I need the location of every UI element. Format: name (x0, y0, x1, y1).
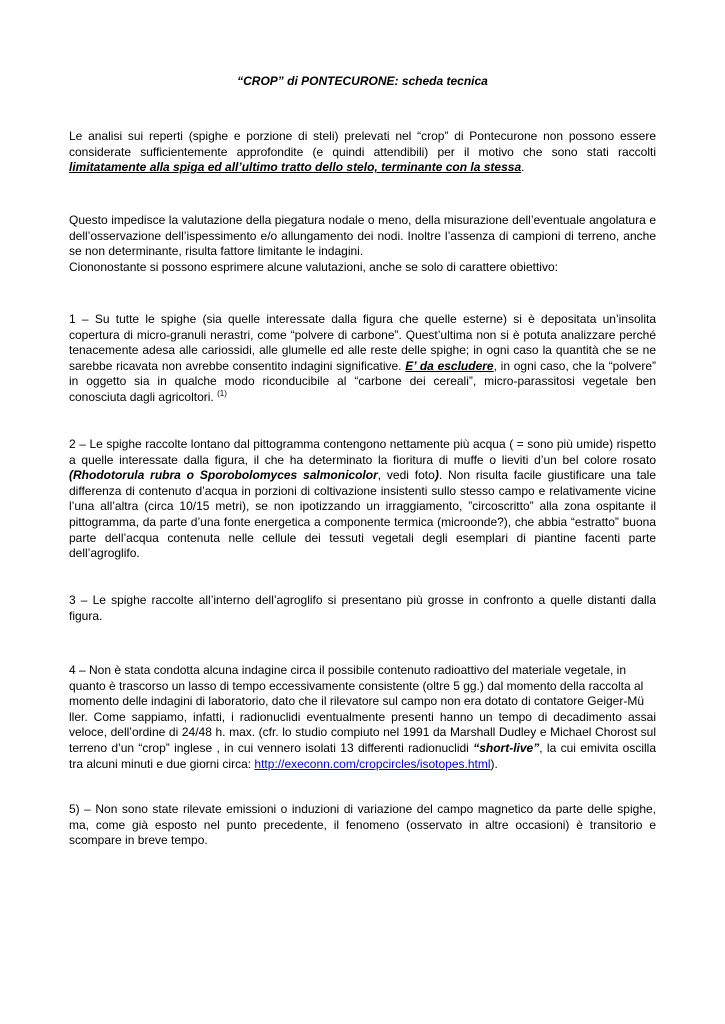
intro-emphasis: limitatamente alla spiga ed all’ultimo tratto dello stelo, terminante con la stessa (69, 160, 522, 175)
point-5-text: 5) – Non sono state rilevate emissioni o induzioni di variazione del campo magnetico da parte delle spighe, ma, come già esposto nel punto precedente, il fenomeno (osservato in altre occasioni) è transitorio e scompare in breve tempo. (69, 802, 656, 848)
point-2-paren: ) (434, 468, 439, 483)
point-4-emphasis: “short-live” (473, 740, 540, 755)
intro-text: Le analisi sui reperti (spighe e porzione di steli) prelevati nel “crop” di Pontecurone non possono essere considerate sufficientemente approfondite (e quindi attendibili) per il motivo che sono stati raccolti (69, 129, 656, 159)
point-4-line-3: momento delle indagini di laboratorio, dato che il rilevatore sul campo non era dotato di contatore Geiger-Mü (69, 694, 644, 709)
limits-conclusion: Ciononostante si possono esprimere alcune valutazioni, anche se solo di carattere obiettivo: (69, 259, 558, 274)
point-4-paragraph (69, 663, 656, 772)
point-5-paragraph (69, 802, 656, 849)
intro-paragraph (69, 129, 656, 176)
intro-end: . (521, 160, 525, 175)
point-3-text: 3 – Le spighe raccolte all’interno dell’agroglifo si presentano più grosse in confronto a quelle distanti dalla figura. (69, 593, 656, 623)
point-2-text-mid: , vedi foto (377, 468, 435, 483)
point-1-paragraph (69, 312, 656, 406)
point-3-paragraph (69, 593, 656, 624)
point-1-emphasis: E’ da escludere (405, 358, 494, 373)
point-1-text-a: 1 – Su tutte le spighe (sia quelle interessate dalla figura che quelle esterne) si è depositata un’insolita copertura di micro-granuli nerastri, come “polvere di carbone”. Quest’ultima non si è potuta analizzare perché tenacemente adesa alle cariossidi, alle glumelle ed alle reste delle spighe; in ogni caso la quantità che se ne sarebbe ricavata non avrebbe consentito indagini significative. (69, 312, 656, 373)
point-4-end: ). (490, 756, 498, 771)
point-2-paragraph (69, 437, 656, 562)
point-1-text-b: , in ogni caso, che la “polvere” in oggetto sia in qualche modo riconducibile al “carbone dei cereali”, micro-parassitosi vegetale ben conosciuta dagli agricoltori. (69, 358, 656, 404)
document-title: “CROP” di PONTECURONE: scheda tecnica (237, 74, 488, 88)
isotopes-link[interactable]: http://execonn.com/cropcircles/isotopes.html (254, 756, 491, 771)
point-2-species: (Rhodotorula rubra o Sporobolomyces salmonicolor (69, 468, 378, 483)
point-4-text-b: , la cui emivita oscilla tra alcuni minuti e due giorni circa: (69, 740, 656, 771)
point-4-line-1: 4 – Non è stata condotta alcuna indagine circa il possibile contenuto radioattivo del materiale vegetale, in (69, 663, 627, 677)
limits-paragraph (69, 213, 656, 275)
point-2-text-b: . Non risulta facile giustificare una tale differenza di contenuto d’acqua in porzioni di coltivazione insistenti sullo stesso campo e relativamente vicine l’una all’altra (circa 10/15 metri), se non ipotizzando un irraggiamento, ”circoscritto” alla zona ospitante il pittogramma, da parte d’una fonte energetica a componente termica (microonde?), che abbia “estratto” buona parte dell’acqua contenuta nelle cellule dei tessuti vegetali degli esemplari di piantine facenti parte dell’agroglifo. (69, 468, 656, 561)
limits-text: Questo impedisce la valutazione della piegatura nodale o meno, della misurazione dell’eventuale angolatura e dell’osservazione dell’ispessimento e/o allungamento dei nodi. Inoltre l’assenza di campioni di terreno, anche se non determinante, risulta fattore limitante le indagini. (69, 213, 656, 259)
point-4-text-a: ller. Come sappiamo, infatti, i radionuclidi eventualmente presenti hanno un tempo di decadimento assai veloce, dell’ordine di 24/48 h. max. (cfr. lo studio compiuto nel 1991 da Marshall Dudley e Michael Chorost sul terreno d’un “crop” inglese , in cui vennero isolati 13 differenti radionuclidi (69, 709, 656, 755)
footnote-ref: (1) (217, 388, 227, 398)
point-4-line-2: quanto è trascorso un lasso di tempo eccessivamente consistente (oltre 5 gg.) dal momento della raccolta al (69, 678, 644, 693)
point-2-text-a: 2 – Le spighe raccolte lontano dal pittogramma contengono nettamente più acqua ( = sono più umide) rispetto a quelle interessate dalla figura, il che ha determinato la fioritura di muffe o lieviti d’un bel colore rosato (69, 437, 656, 467)
